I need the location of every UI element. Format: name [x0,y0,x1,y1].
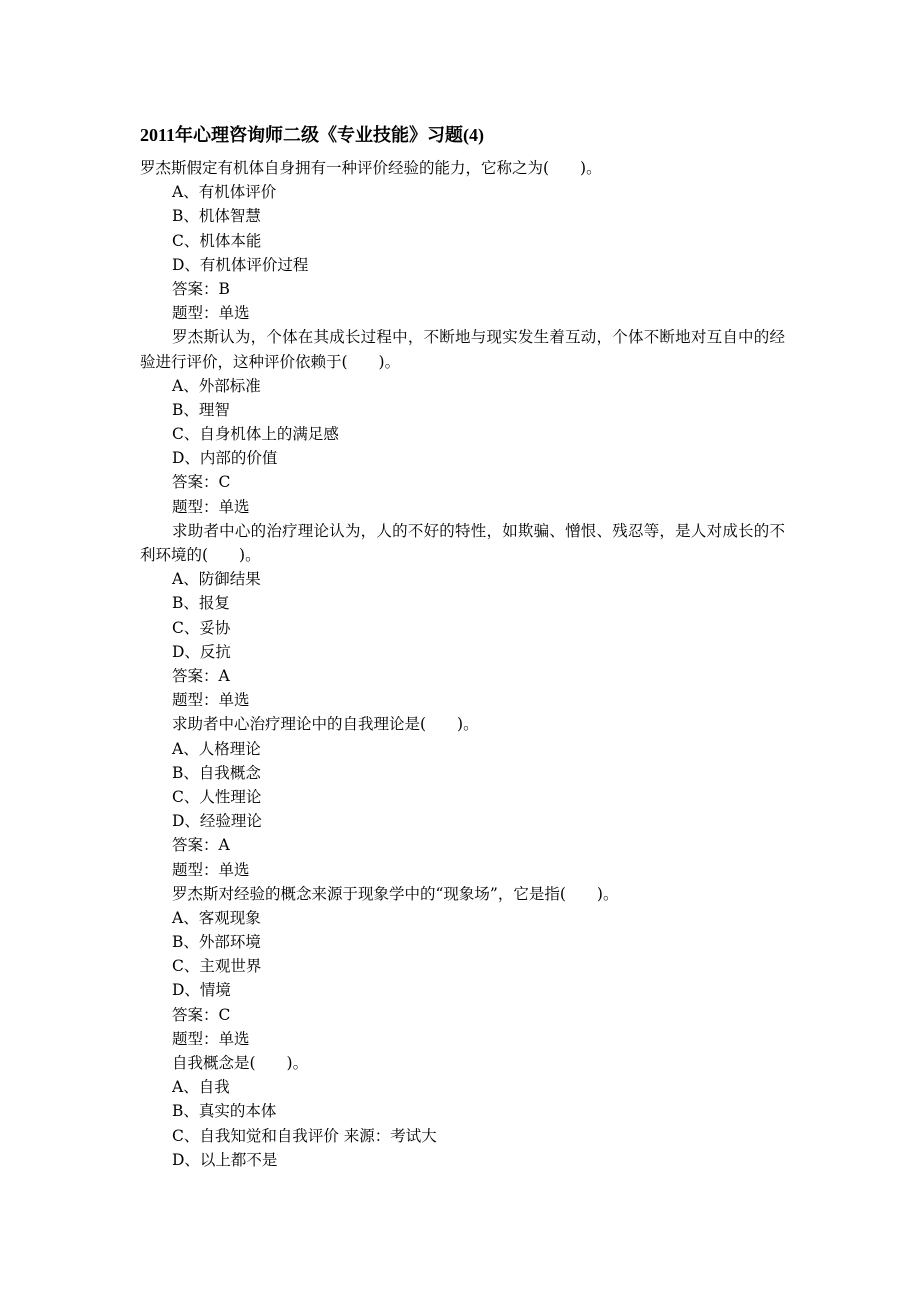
answer-line: 答案：C [172,473,231,492]
option-b: B、真实的本体 [172,1102,277,1121]
question-4 [140,712,785,881]
option-c: C、主观世界 [172,957,262,976]
option-c: C、妥协 [172,618,231,637]
question-stem: 罗杰斯假定有机体自身拥有一种评价经验的能力，它称之为( )。 [140,159,602,177]
option-d: D、情境 [172,981,231,1000]
question-3 [140,519,785,713]
document-title: 2011年心理咨询师二级《专业技能》习题(4) [140,125,484,145]
option-a: A、人格理论 [172,739,261,758]
option-c: C、自我知觉和自我评价 来源：考试大 [172,1126,437,1145]
question-type-line: 题型：单选 [172,497,250,516]
question-type-line: 题型：单选 [172,304,250,323]
question-stem: 自我概念是( )。 [172,1054,309,1072]
question-stem: 罗杰斯对经验的概念来源于现象学中的“现象场”，它是指( )。 [172,884,619,903]
answer-line: 答案：C [172,1005,231,1024]
option-a: A、防御结果 [172,570,261,589]
answer-line: 答案：B [172,279,230,298]
option-b: B、外部环境 [172,933,261,952]
answer-line: 答案：A [172,667,230,685]
option-d: D、有机体评价过程 [172,255,309,274]
question-stem: 罗杰斯认为，个体在其成长过程中，不断地与现实发生着互动，个体不断地对互自中的经验进行评价，这种评价依赖于( )。 [140,328,785,371]
option-d: D、内部的价值 [172,449,278,468]
question-stem: 求助者中心治疗理论中的自我理论是( )。 [172,715,479,734]
option-d: D、经验理论 [172,812,262,831]
question-6 [140,1051,785,1172]
question-2 [140,325,785,519]
question-1 [140,156,785,325]
question-type-line: 题型：单选 [172,691,250,710]
answer-line: 答案：A [172,836,230,855]
question-5 [140,882,785,1051]
question-stem: 求助者中心的治疗理论认为，人的不好的特性，如欺骗、憎恨、残忍等，是人对成长的不利环境的( )。 [140,521,785,565]
option-b: B、机体智慧 [172,207,261,226]
option-b: B、理智 [172,400,230,419]
option-b: B、自我概念 [172,763,261,782]
option-c: C、人性理论 [172,787,262,806]
document-body [140,156,785,1172]
option-a: A、客观现象 [172,908,261,927]
option-d: D、以上都不是 [172,1150,278,1169]
question-type-line: 题型：单选 [172,860,250,879]
option-d: D、反抗 [172,642,231,661]
option-c: C、机体本能 [172,231,262,250]
option-b: B、报复 [172,594,230,613]
option-a: A、外部标准 [172,376,261,395]
question-type-line: 题型：单选 [172,1029,250,1048]
option-c: C、自身机体上的满足感 [172,425,339,444]
option-a: A、自我 [172,1078,230,1097]
option-a: A、有机体评价 [172,183,277,202]
